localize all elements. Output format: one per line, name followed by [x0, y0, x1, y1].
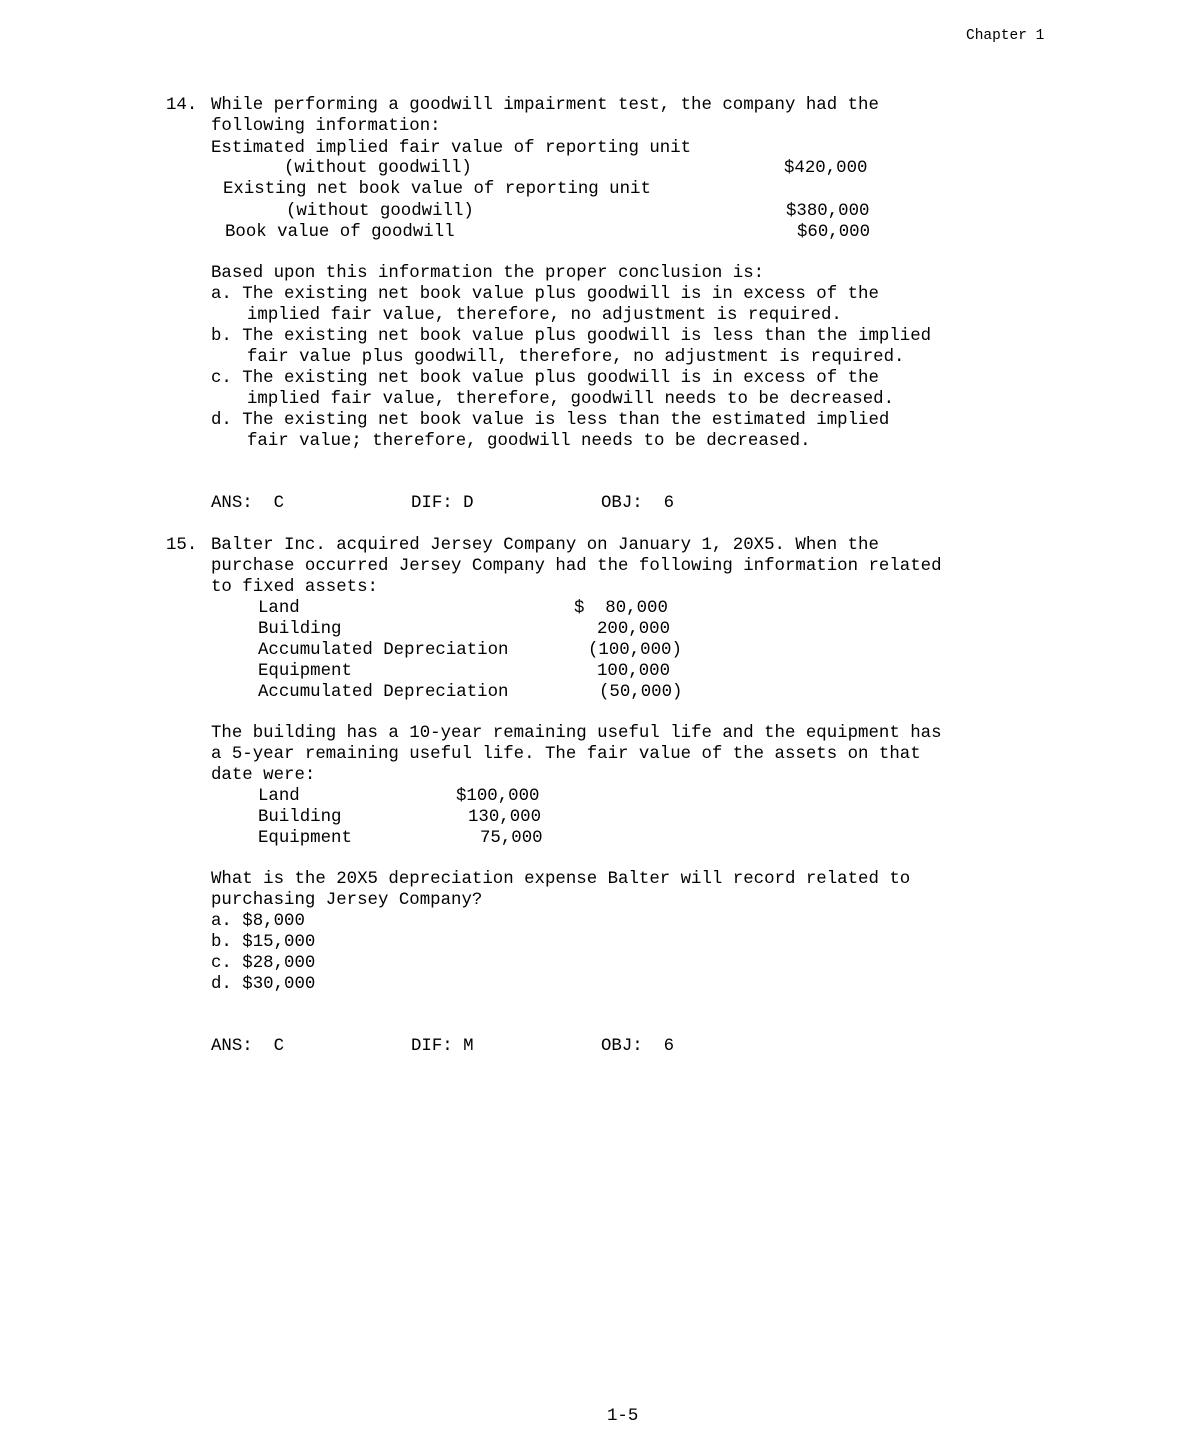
paragraph-line: date were: — [211, 766, 316, 785]
choice-d: d. $30,000 — [211, 975, 316, 994]
choice-c: c. The existing net book value plus goodwill is in excess of the — [211, 369, 879, 388]
choice-a: a. The existing net book value plus goodwill is in excess of the — [211, 285, 879, 304]
asset-label: Accumulated Depreciation — [258, 641, 509, 660]
choice-b: b. The existing net book value plus goodwill is less than the implied — [211, 327, 932, 346]
choice-c: c. $28,000 — [211, 954, 316, 973]
q14-row1-value: $420,000 — [784, 159, 868, 178]
asset-value: 100,000 — [597, 662, 671, 681]
choice-a-continued: implied fair value, therefore, no adjustment is required. — [247, 306, 842, 325]
fair-value-label: Land — [258, 787, 300, 806]
paragraph-line: a 5-year remaining useful life. The fair value of the assets on that — [211, 745, 921, 764]
asset-value: (50,000) — [599, 683, 683, 702]
fair-value-label: Equipment — [258, 829, 352, 848]
difficulty: DIF: D — [411, 494, 474, 513]
objective: OBJ: 6 — [601, 1037, 675, 1056]
asset-value: (100,000) — [588, 641, 682, 660]
choice-d: d. The existing net book value is less than the estimated implied — [211, 411, 890, 430]
fair-value-label: Building — [258, 808, 342, 827]
question-15-stem-line: purchase occurred Jersey Company had the following information related — [211, 557, 942, 576]
objective: OBJ: 6 — [601, 494, 675, 513]
question-14-prompt: Based upon this information the proper conclusion is: — [211, 264, 765, 283]
choice-a: a. $8,000 — [211, 912, 305, 931]
choice-d-continued: fair value; therefore, goodwill needs to be decreased. — [247, 432, 811, 451]
asset-label: Accumulated Depreciation — [258, 683, 509, 702]
answer-key: ANS: C — [211, 494, 285, 513]
asset-value: 200,000 — [597, 620, 671, 639]
choice-b-continued: fair value plus goodwill, therefore, no adjustment is required. — [247, 348, 905, 367]
question-14-stem-line: following information: — [211, 117, 441, 136]
question-15-prompt: What is the 20X5 depreciation expense Balter will record related to — [211, 870, 911, 889]
asset-label: Building — [258, 620, 342, 639]
fair-value-amount: $100,000 — [456, 787, 540, 806]
asset-value: $ 80,000 — [574, 599, 668, 618]
choice-c-continued: implied fair value, therefore, goodwill needs to be decreased. — [247, 390, 895, 409]
q14-row2-value: $380,000 — [786, 202, 870, 221]
q14-row3-label: Book value of goodwill — [225, 223, 455, 242]
q14-row1-label: Estimated implied fair value of reporting unit — [211, 139, 692, 158]
q14-row3-value: $60,000 — [797, 223, 871, 242]
choice-b: b. $15,000 — [211, 933, 316, 952]
answer-key: ANS: C — [211, 1037, 285, 1056]
q14-row2-sublabel: (without goodwill) — [286, 202, 474, 221]
paragraph-line: The building has a 10-year remaining useful life and the equipment has — [211, 724, 942, 743]
question-15-stem-line: Balter Inc. acquired Jersey Company on January 1, 20X5. When the — [211, 536, 879, 555]
question-15-number: 15. — [166, 536, 198, 555]
difficulty: DIF: M — [411, 1037, 474, 1056]
chapter-header: Chapter 1 — [966, 28, 1045, 44]
asset-label: Equipment — [258, 662, 352, 681]
asset-label: Land — [258, 599, 300, 618]
page-number: 1-5 — [607, 1407, 639, 1426]
question-14-number: 14. — [166, 96, 198, 115]
fair-value-amount: 130,000 — [468, 808, 542, 827]
question-15-prompt: purchasing Jersey Company? — [211, 891, 483, 910]
q14-row2-label: Existing net book value of reporting unit — [223, 180, 651, 199]
question-14-stem-line: While performing a goodwill impairment test, the company had the — [211, 96, 879, 115]
fair-value-amount: 75,000 — [480, 829, 543, 848]
question-15-stem-line: to fixed assets: — [211, 578, 378, 597]
q14-row1-sublabel: (without goodwill) — [284, 159, 472, 178]
